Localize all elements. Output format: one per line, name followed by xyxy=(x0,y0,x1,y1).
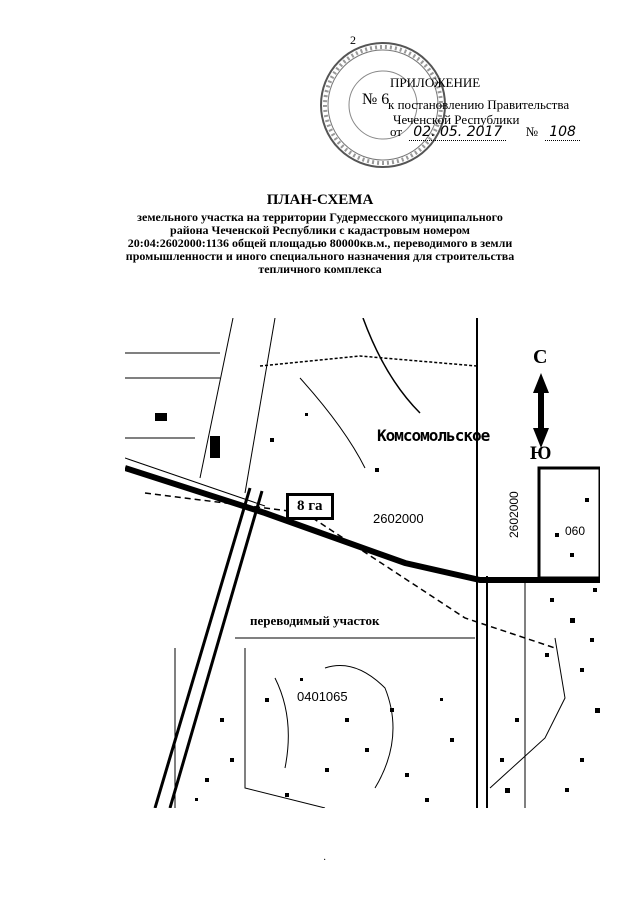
scheme-map xyxy=(125,318,600,808)
cadastral-block-label: 060 xyxy=(565,524,586,538)
date-prefix: от xyxy=(390,124,403,139)
map-drawing xyxy=(125,318,600,808)
south-label: Ю xyxy=(530,443,552,464)
subtitle-line: тепличного комплекса xyxy=(258,262,382,276)
appendix-title: ПРИЛОЖЕНИЕ xyxy=(390,75,481,90)
subtitle-line: промышленности и иного специального назначения для строительства xyxy=(125,249,515,263)
cadastral-block-label: 0401065 xyxy=(297,689,348,704)
number-prefix: № xyxy=(525,124,538,139)
appendix-number: № 6 xyxy=(362,91,390,108)
subtitle-line: 20:04:2602000:1136 общей площадью 80000кв.м., переводимого в земли xyxy=(127,236,513,250)
subtitle-line: района Чеченской Республики с кадастровым номером xyxy=(170,223,470,237)
subtitle-line: земельного участка на территории Гудермесского муниципального xyxy=(137,210,503,224)
appendix-decree-line: к постановлению Правительства xyxy=(388,97,570,112)
page-number: 2 xyxy=(350,33,356,47)
number-value: 108 xyxy=(545,124,580,141)
appendix-date-row xyxy=(390,124,580,140)
cadastral-block-label: 2602000 xyxy=(507,491,521,538)
cadastral-block-label: 2602000 xyxy=(373,511,424,526)
footer-mark: · xyxy=(323,855,327,866)
transferred-plot-label: переводимый участок xyxy=(250,613,380,628)
document-title: ПЛАН-СХЕМА xyxy=(266,192,374,208)
appendix-government-line: Чеченской Республики xyxy=(393,112,520,127)
area-label: 8 га xyxy=(286,493,334,520)
village-label: Комсомольское xyxy=(377,426,490,445)
date-value: 02. 05. 2017 xyxy=(409,124,506,141)
north-label: С xyxy=(533,346,548,368)
document-subtitle xyxy=(120,211,520,276)
